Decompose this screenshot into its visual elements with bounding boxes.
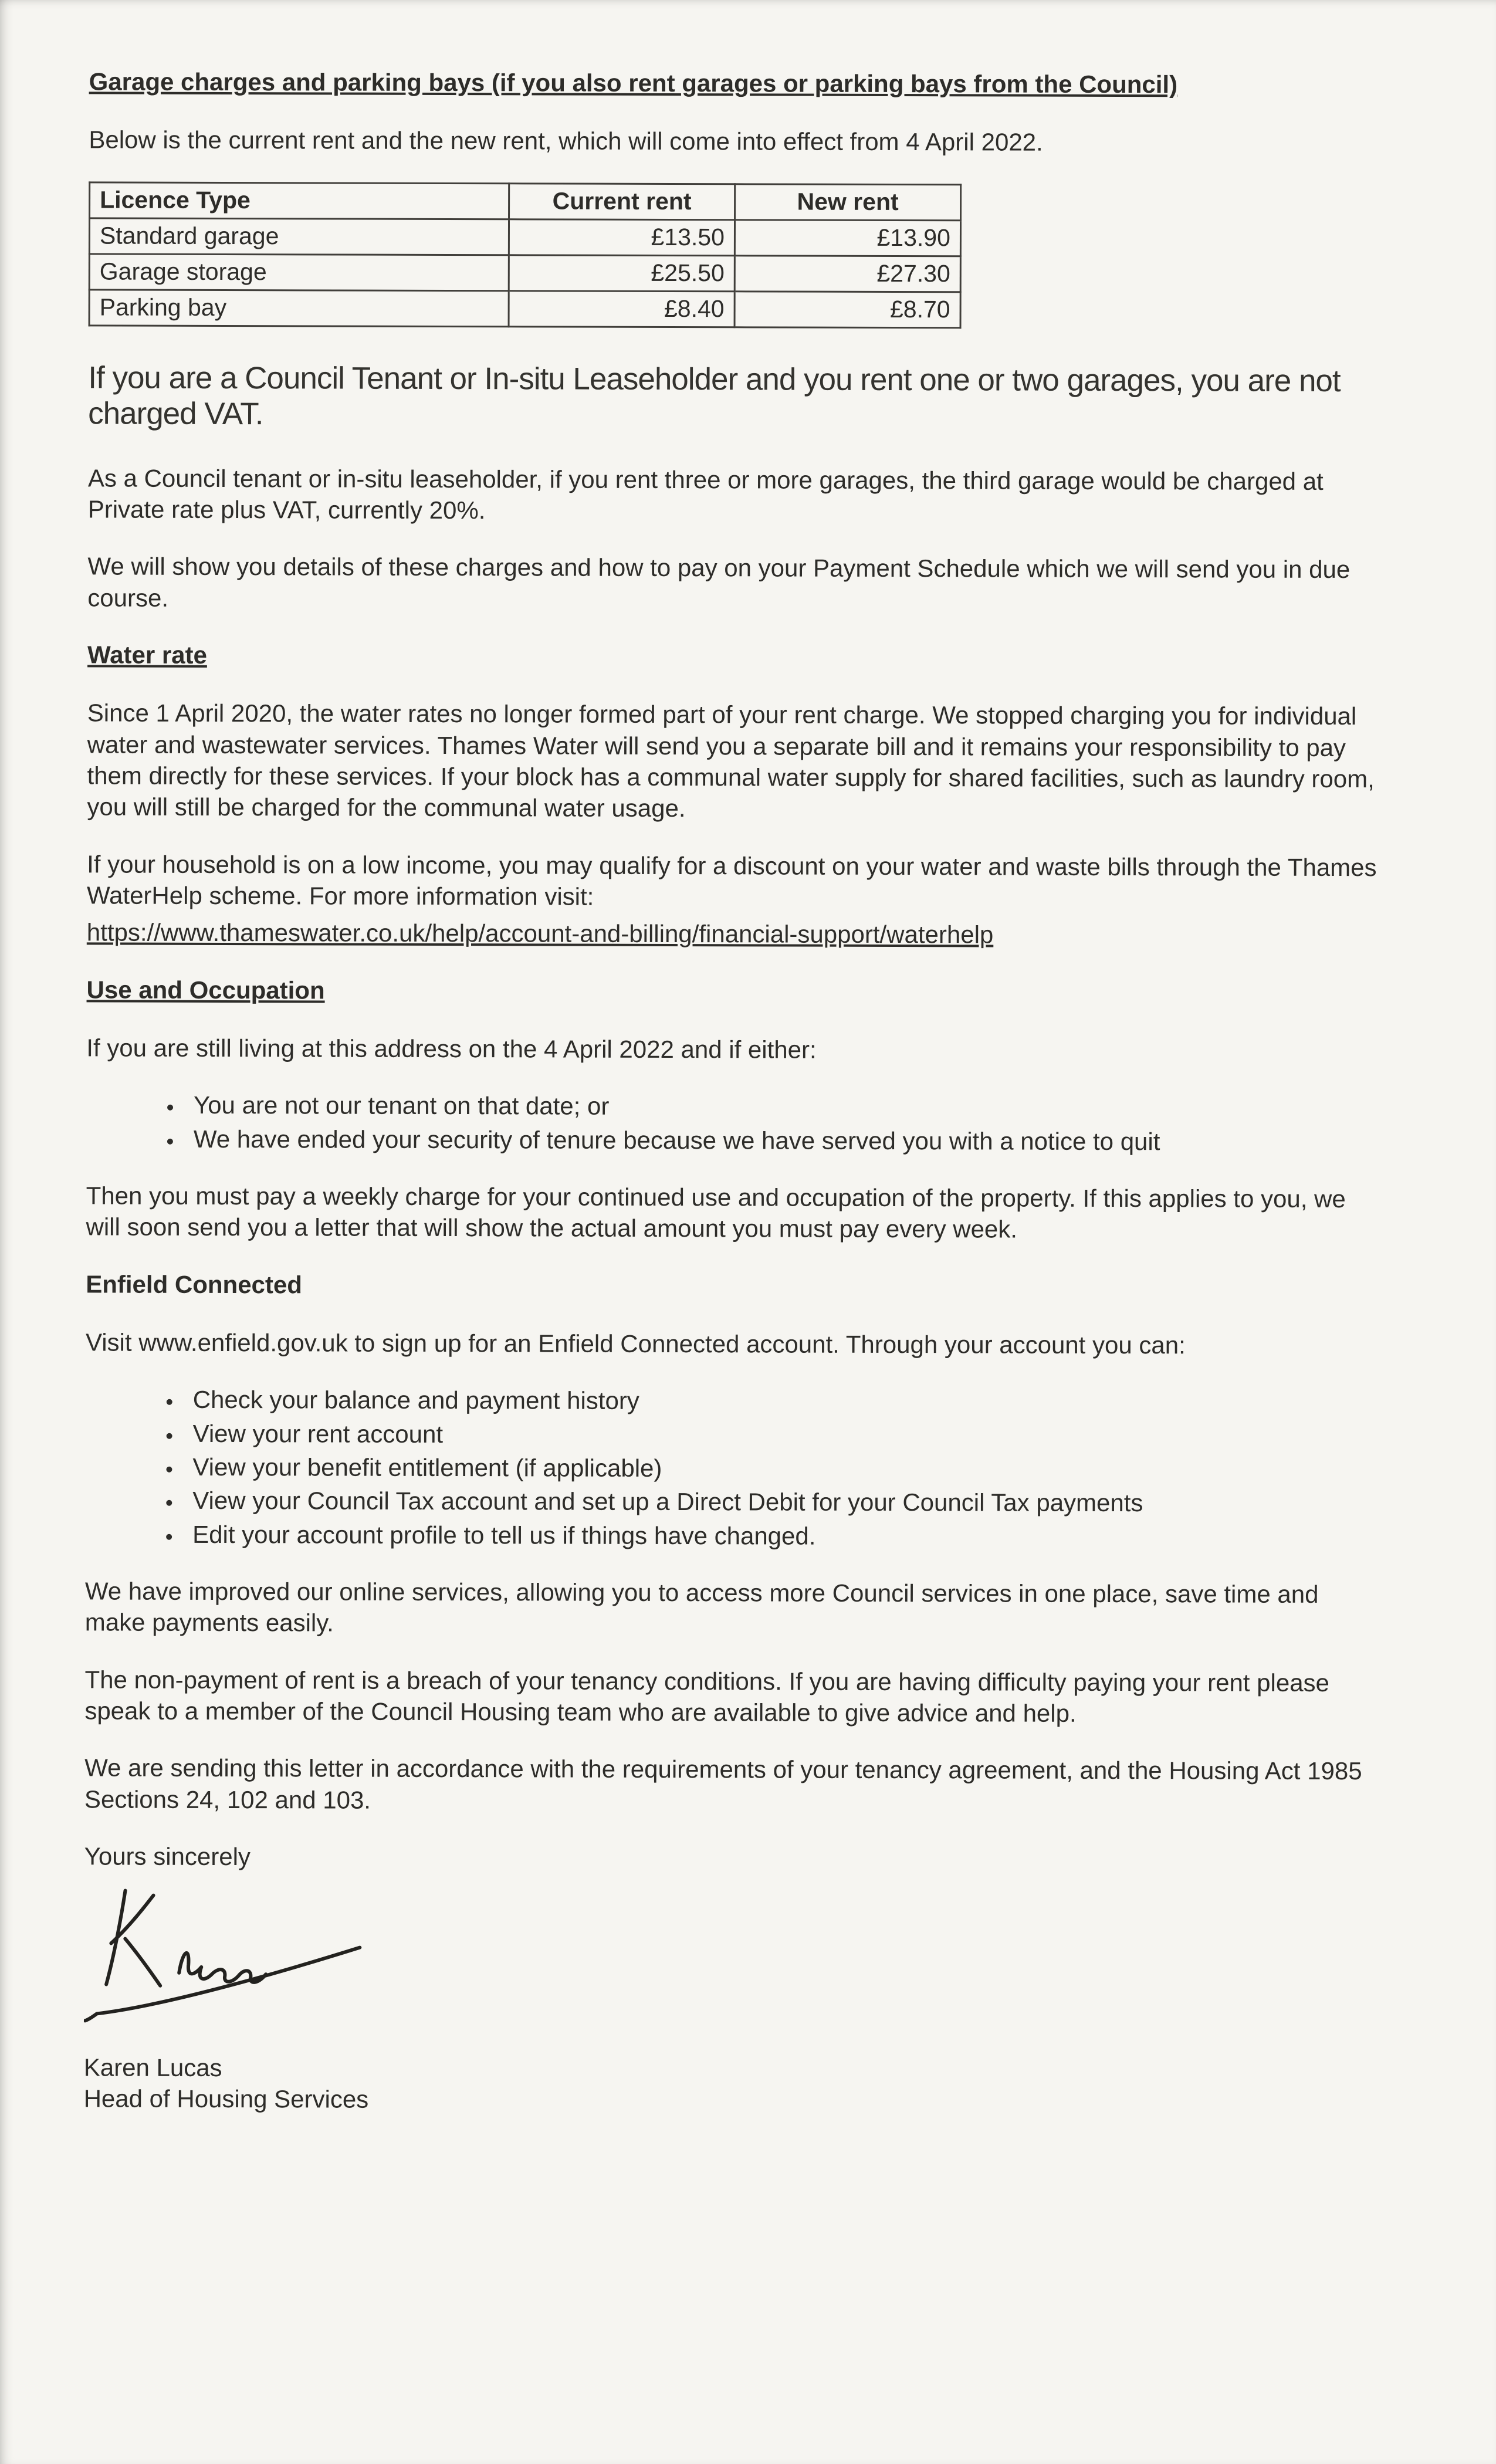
improved-services-paragraph: We have improved our online services, allowing you to access more Council services in one place, save time and make payments easily. [84,1577,1319,1637]
column-header-new-rent: New rent [735,184,961,220]
nonpayment-paragraph: The non-payment of rent is a breach of your tenancy conditions. If you are having difficulty paying your rent please speak to a member of the Council Housing team who are available to give advice and help. [84,1666,1330,1727]
garage-charges-heading: Garage charges and parking bays (if you also rent garages or parking bays from the Council) [89,67,1178,99]
list-item: • We have ended your security of tenure because we have served you with a notice to quit [183,1123,1385,1158]
cell-new-rent: £13.90 [735,219,960,256]
housing-act-paragraph: We are sending this letter in accordance with the requirements of your tenancy agreement, and the Housing Act 1985 Sections 24, 102 and 103. [84,1754,1362,1814]
column-header-current-rent: Current rent [509,183,735,219]
water-rate-heading: Water rate [87,641,207,669]
list-item: • View your benefit entitlement (if applicable) [182,1451,1383,1486]
list-item: • View your Council Tax account and set up a Direct Debit for your Council Tax payments [182,1485,1383,1519]
garage-intro-paragraph: Below is the current rent and the new rent, which will come into effect from 4 April 2022. [89,126,1043,156]
list-item: • View your rent account [182,1417,1384,1452]
handwritten-signature [84,1878,1383,2046]
signer-name: Karen Lucas [83,2053,222,2082]
cell-new-rent: £27.30 [735,256,960,292]
enfield-connected-heading: Enfield Connected [86,1270,303,1299]
rent-table [89,181,962,329]
list-item: • Check your balance and payment history [182,1384,1384,1419]
table-row [89,290,960,328]
cell-new-rent: £8.70 [735,292,960,328]
table-row [89,254,960,292]
cell-licence: Garage storage [89,254,509,291]
cell-current-rent: £25.50 [509,255,735,292]
private-rate-paragraph: As a Council tenant or in-situ leaseholder, if you rent three or more garages, the third garage would be charged at Private rate plus VAT, currently 20%. [87,464,1324,524]
waterhelp-url-link[interactable]: https://www.thameswater.co.uk/help/account-and-billing/financial-support/waterhelp [86,918,994,949]
column-header-licence-type: Licence Type [90,182,509,219]
signer-title: Head of Housing Services [83,2084,369,2113]
occupation-intro-paragraph: If you are still living at this address on the 4 April 2022 and if either: [86,1034,817,1064]
enfield-bullet-list [85,1384,1384,1553]
occupation-bullet-list [86,1089,1385,1157]
cell-current-rent: £13.50 [509,219,735,255]
waterhelp-link-paragraph [87,917,1385,952]
enfield-intro-paragraph: Visit www.enfield.gov.uk to sign up for an Enfield Connected account. Through your account you can: [85,1328,1186,1359]
payment-schedule-paragraph: We will show you details of these charges and how to pay on your Payment Schedule which we will send you in due course. [87,552,1351,612]
waterhelp-paragraph: If your household is on a low income, you may qualify for a discount on your water and waste bills through the Thames WaterHelp scheme. For more information visit: [86,850,1377,911]
closing-salutation: Yours sincerely [84,1842,251,1871]
cell-licence: Standard garage [89,218,509,255]
use-and-occupation-heading: Use and Occupation [86,976,325,1004]
water-rate-paragraph: Since 1 April 2020, the water rates no longer formed part of your rent charge. We stopped charging you for individual water and wastewater services. Thames Water will send you a separate bill and it remains your responsibility to pay them directly for these services. If your block has a communal water supply for shared facilities, such as laundry room, you will still be charged for the communal water usage. [87,699,1375,823]
signature-ink [84,1878,413,2037]
list-item: • You are not our tenant on that date; or [183,1089,1385,1124]
occupation-then-paragraph: Then you must pay a weekly charge for your continued use and occupation of the property. If this applies to you, we will soon send you a letter that will show the actual amount you must pay every week. [86,1182,1346,1243]
table-row [89,218,960,256]
list-item: • Edit your account profile to tell us if things have changed. [182,1518,1383,1553]
cell-licence: Parking bay [89,290,509,327]
vat-note-paragraph: If you are a Council Tenant or In-situ Leaseholder and you rent one or two garages, you are not charged VAT. [88,360,1341,432]
table-header-row [90,182,961,221]
cell-current-rent: £8.40 [509,291,735,327]
